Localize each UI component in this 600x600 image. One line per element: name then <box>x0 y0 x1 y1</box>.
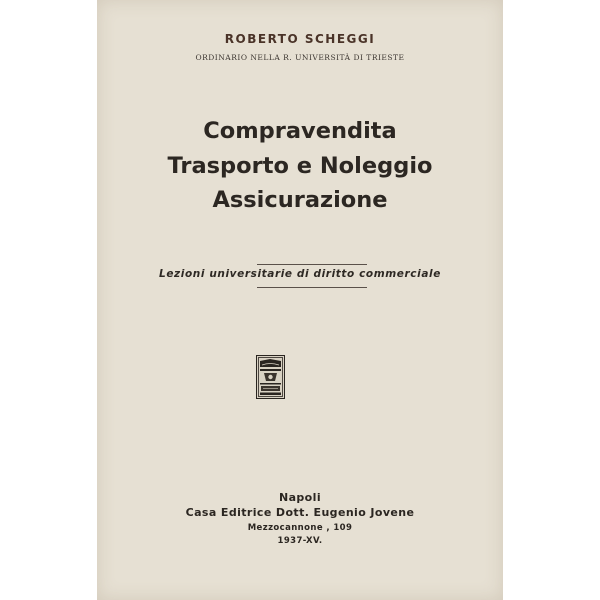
subtitle-rule-bottom <box>257 287 367 288</box>
subtitle-rule-top <box>257 264 367 265</box>
subtitle: Lezioni universitarie di diritto commerciale <box>159 268 441 280</box>
title-line-3: Assicurazione <box>212 187 388 213</box>
publisher-device-icon <box>256 355 285 399</box>
author-affiliation: ORDINARIO NELLA R. UNIVERSITÀ DI TRIESTE <box>195 53 405 62</box>
title-line-1: Compravendita <box>203 118 397 144</box>
author-name: ROBERTO SCHEGGI <box>224 32 376 46</box>
publisher-city: Napoli <box>278 491 321 504</box>
title-page <box>97 0 503 600</box>
publisher-name: Casa Editrice Dott. Eugenio Jovene <box>185 506 415 519</box>
title-line-2: Trasporto e Noleggio <box>167 153 433 179</box>
publication-year: 1937-XV. <box>277 536 323 546</box>
publisher-address: Mezzocannone , 109 <box>247 523 353 533</box>
